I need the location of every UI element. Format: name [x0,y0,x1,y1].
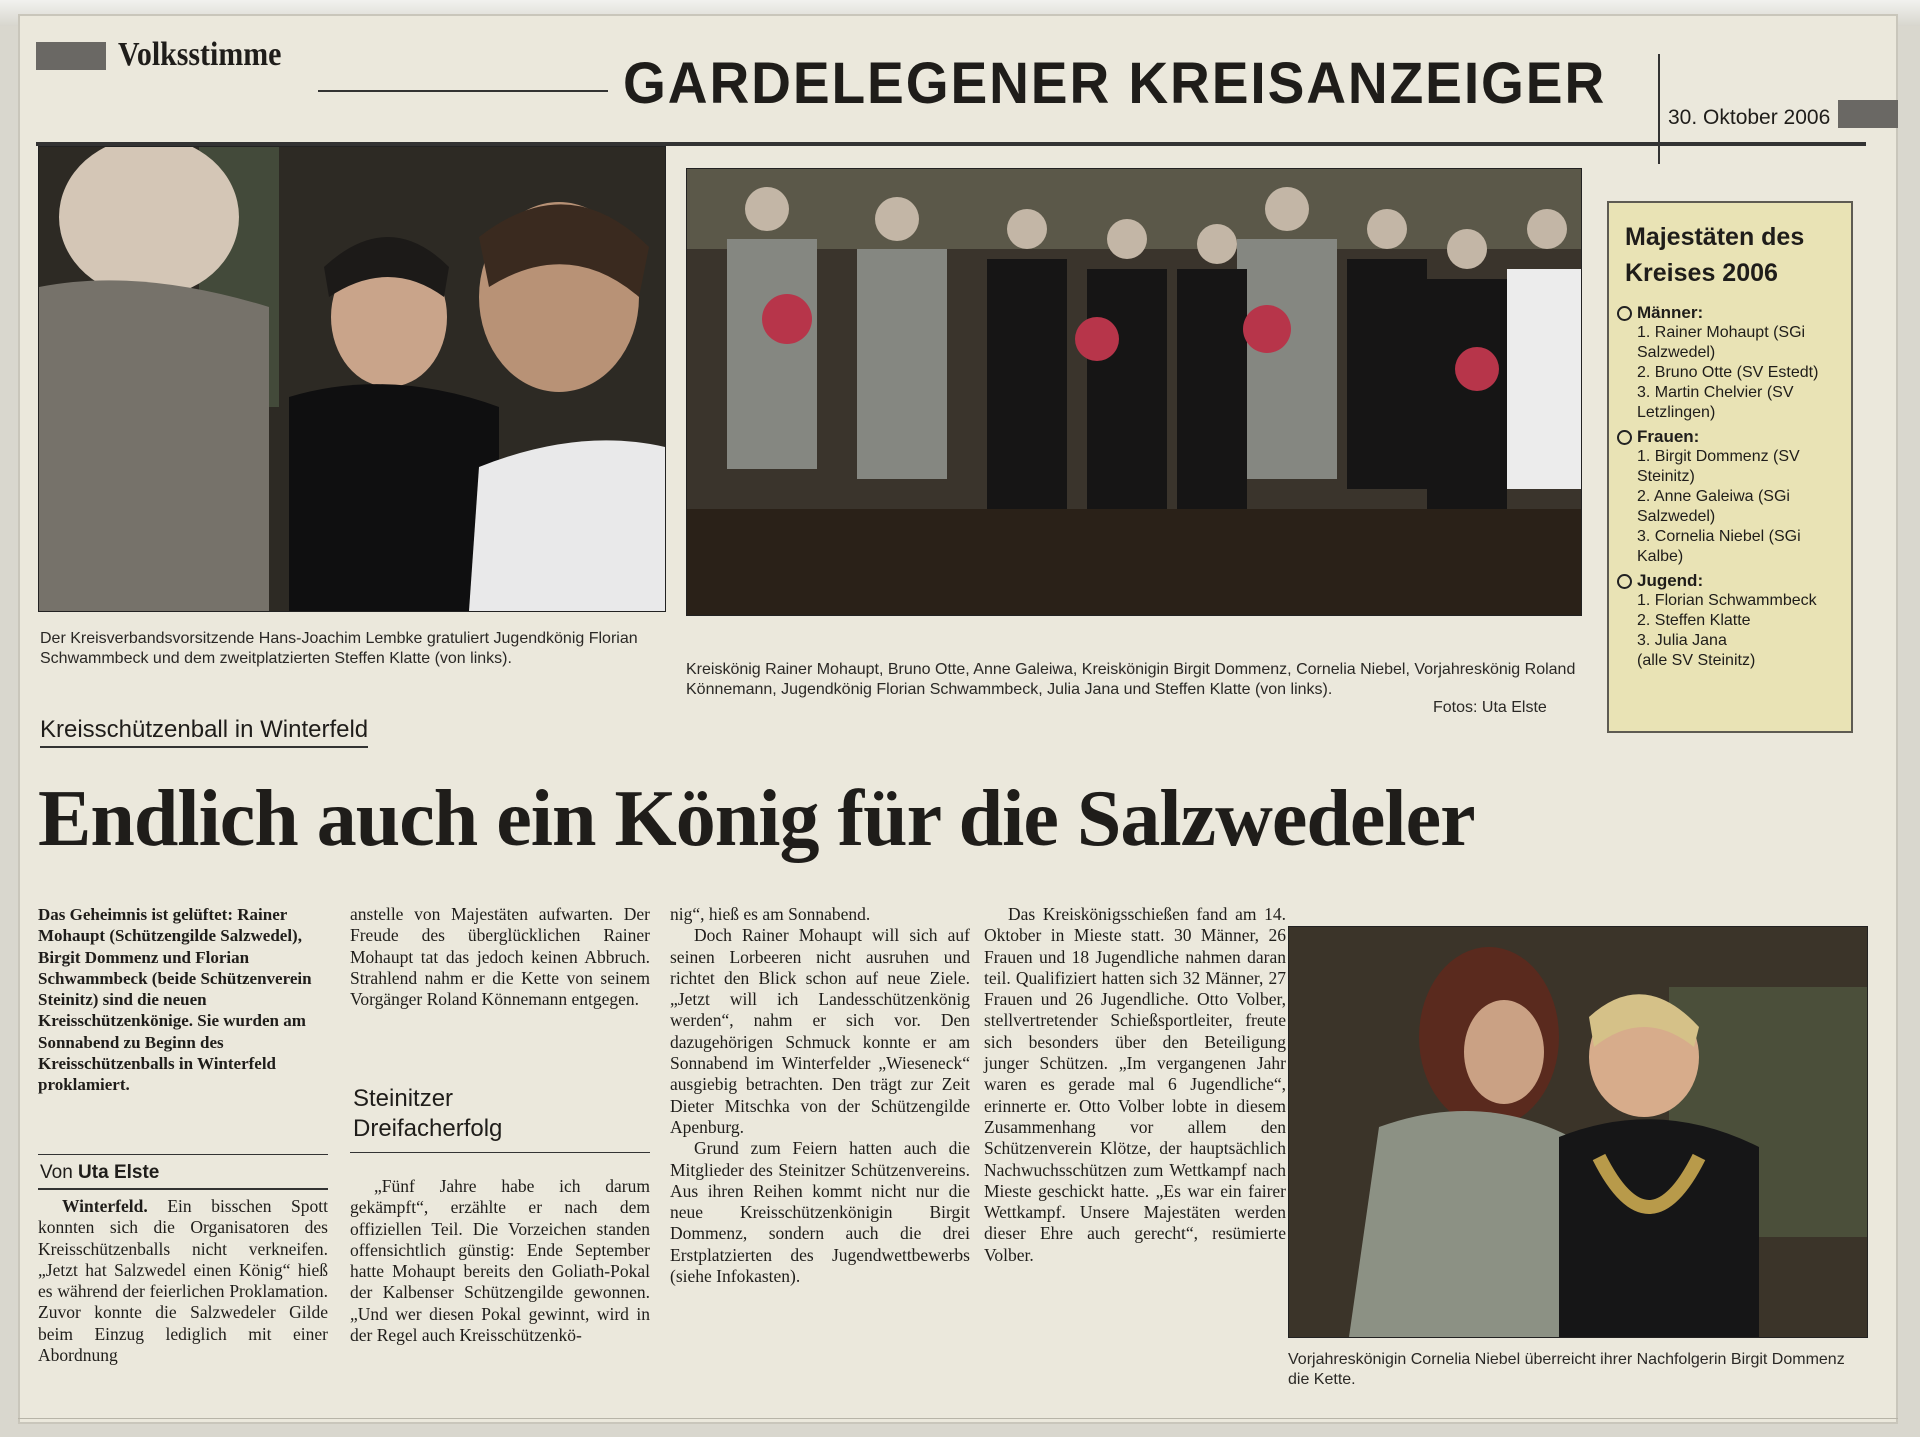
photo-chain-handover [1288,926,1868,1338]
article-col-1: Winterfeld. Ein bisschen Spott konnten sich die Organisatoren des Kreisschützenballs nicht verkneifen. „Jetzt hat Salzwedel einen König“ hieß es während der feierlichen Proklamation. Zuvor konnte die Salzwedeler Gilde beim Einzug lediglich mit einer Abordnung [38,1196,329,1366]
article-lead: Das Geheimnis ist gelüftet: Rainer Mohaupt (Schützengilde Salzwedel), Birgit Dommenz und Florian Schwammbeck (beide Schützenverein Steinitz) sind die neuen Kreisschützenkönige. Sie wurden am Sonnabend zu Beginn des Kreisschützenballs in Winterfeld proklamiert. [38,905,312,1095]
section-title: GARDELEGENER KREISANZEIGER [623,51,1607,116]
infobox-item: 1. Florian Schwammbeck [1637,592,1817,609]
infobox-group-frauen: Frauen: [1617,427,1843,447]
infobox-group-jugend: Jugend: [1617,571,1843,591]
infobox-item: (alle SV Steinitz) [1637,652,1756,669]
article-kicker: Kreisschützenball in Winterfeld [40,716,368,748]
sheet-bottom-edge [18,1418,1898,1419]
article-col-2a: anstelle von Majestäten aufwarten. Der Freude des überglücklichen Rainer Mohaupt tat das jedoch keinen Abbruch. Strahlend nahm er die Kette von seinem Vorgänger Roland Könnemann entgegen. [350,904,650,1010]
infobox-item: 3. Cornelia Niebel (SGi Kalbe) [1637,528,1801,565]
photo-congratulation [38,146,666,612]
infobox-item: 1. Rainer Mohaupt (SGi Salzwedel) [1637,324,1806,361]
newspaper-clipping [18,14,1898,1424]
infobox-title: Majestäten des Kreises 2006 [1625,223,1805,287]
byline-rule-bottom [38,1188,328,1190]
masthead-bar-right [1838,100,1898,128]
byline: Von Uta Elste [40,1162,160,1183]
circle-bullet-icon [1617,574,1632,589]
circle-bullet-icon [1617,430,1632,445]
infobox-item: 3. Martin Chelvier (SV Letzlingen) [1637,384,1794,421]
issue-date: 30. Oktober 2006 [1668,106,1831,129]
photo-group [686,168,1582,616]
article-col-2b: „Fünf Jahre habe ich darum gekämpft“, erzählte er nach dem offiziellen Teil. Die Vorzeichen standen offensichtlich günstig: Ende September hatte Mohaupt bereits den Goliath-Pokal der Kalbenser Schützengilde gewonnen. „Und wer diesen Pokal gewinnt, wird in der Regel auch Kreisschützenkö- [350,1176,650,1346]
article-col-4: Das Kreiskönigsschießen fand am 14. Oktober in Mieste statt. 30 Männer, 26 Frauen und 18 Jugendliche nahmen daran teil. Qualifiziert hatten sich 32 Männer, 27 Frauen und 26 Jugendliche. Otto Volber, stellvertretender Schießsportleiter, freute sich besonders über den Beteiligung junger Schützen. „Im vergangenen Jahr waren es gerade mal 6 Jugendliche“, erinnerte er. Otto Volber lobte in diesem Zusammenhang vor allem den Schützenverein Klötze, der hauptsächlich Nachwuchsschützen zum Wettkampf nach Mieste geschickt hatte. „Es war ein fairer Wettkampf. Unsere Majestäten werden dieser Ehre auch gerecht“, resümierte Volber. [984,904,1286,1265]
infobox-item: 2. Steffen Klatte [1637,612,1751,629]
caption-chain-photo: Vorjahreskönigin Cornelia Niebel überreicht ihrer Nachfolgerin Birgit Dommenz die Kette. [1288,1351,1845,1388]
article-subhead: Steinitzer Dreifacherfolg [353,1085,503,1142]
circle-bullet-icon [1617,306,1632,321]
article-headline: Endlich auch ein König für die Salzwedeler [38,775,1475,863]
infobox-item: 2. Anne Galeiwa (SGi Salzwedel) [1637,488,1790,525]
infobox-item: 2. Bruno Otte (SV Estedt) [1637,364,1819,381]
infobox-item: 1. Birgit Dommenz (SV Steinitz) [1637,448,1800,485]
infobox-item: 3. Julia Jana [1637,632,1727,649]
caption-group-photo: Kreiskönig Rainer Mohaupt, Bruno Otte, Anne Galeiwa, Kreiskönigin Birgit Dommenz, Cornelia Niebel, Vorjahreskönig Roland Könnemann, Jugendkönig Florian Schwammbeck, Julia Jana und Steffen Klatte (von links). [686,661,1576,698]
subhead-rule [350,1152,650,1153]
photo-chain-handover-illustration [1289,927,1867,1337]
photo-group-illustration [687,169,1581,615]
infobox-majestaeten [1607,201,1853,733]
article-col-3: nig“, hieß es am Sonnabend. Doch Rainer Mohaupt will sich auf seinen Lorbeeren nicht ausruhen und richtet den Blick schon auf neue Ziele. „Jetzt will ich Landesschützenkönig werden“, nahm er sich vor. Den dazugehörigen Schmuck konnte er am Sonnabend im Winterfelder „Wieseneck“ ausgiebig betrachten. Den trägt zur Zeit Dieter Mitschka von der Schützengilde Apenburg. Grund zum Feiern hatten auch die Mitglieder des Steinitzer Schützenvereins. Aus ihren Reihen kommt nicht nur die neue Kreisschützenkönigin Birgit Dommenz, sondern auch die drei Erstplatzierten des Jugendwettbewerbs (siehe Infokasten). [670,904,970,1287]
photo-congratulation-illustration [39,147,665,611]
infobox-group-maenner: Männer: [1617,303,1843,323]
date-divider [1658,54,1660,164]
photo-credit: Fotos: Uta Elste [1433,699,1547,716]
paper-name: Volksstimme [118,36,282,73]
infobox-groups [1609,303,1851,671]
caption-left-photo: Der Kreisverbandsvorsitzende Hans-Joachim Lembke gratuliert Jugendkönig Florian Schwammbeck und dem zweitplatzierten Steffen Klatte (von links). [40,630,638,667]
masthead-bar-left [36,42,106,70]
masthead-rule [318,90,608,92]
byline-rule-top [38,1154,328,1155]
